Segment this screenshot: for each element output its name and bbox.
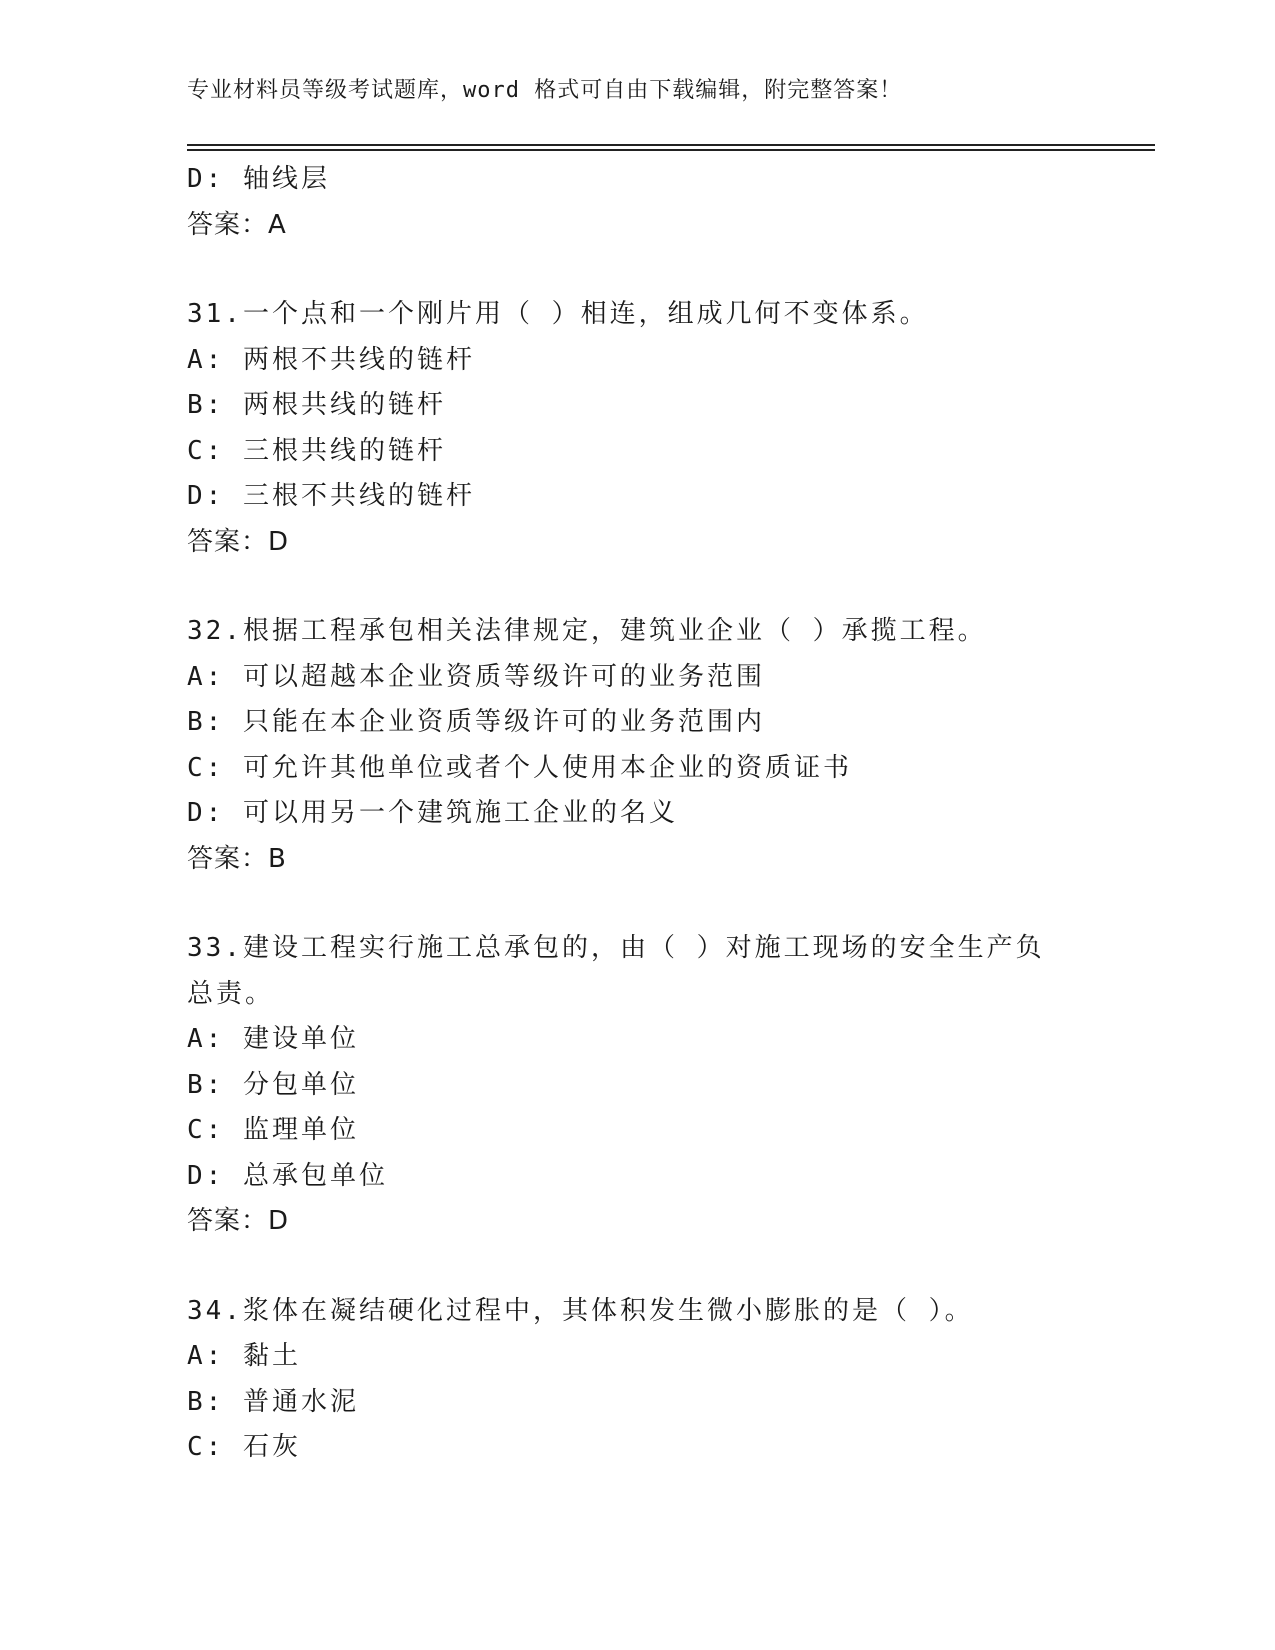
spacer (187, 882, 1087, 926)
header-rule-bottom (187, 149, 1155, 151)
option-c: C: 三根共线的链杆 (187, 435, 446, 466)
header-rule-top (187, 144, 1155, 146)
question-content (187, 157, 1087, 1471)
question-31: 31.一个点和一个刚片用（ ）相连，组成几何不变体系。 (187, 299, 929, 329)
document-header: 专业材料员等级考试题库，word 格式可自由下载编辑，附完整答案！ (187, 78, 903, 103)
option-c: C: 石灰 (187, 1432, 301, 1462)
spacer (187, 248, 1087, 292)
question-32: 32.根据工程承包相关法律规定，建筑业企业（ ）承揽工程。 (187, 616, 987, 646)
option-d: D: 总承包单位 (187, 1160, 388, 1191)
spacer (187, 565, 1087, 609)
answer: 答案：D (187, 1206, 290, 1236)
option-b: B: 普通水泥 (187, 1386, 359, 1417)
option-d: D: 可以用另一个建筑施工企业的名义 (187, 798, 678, 828)
question-33: 33.建设工程实行施工总承包的，由（ ）对施工现场的安全生产负总责。 (187, 933, 1045, 1009)
option-a: A: 可以超越本企业资质等级许可的业务范围 (187, 661, 765, 692)
question-34: 34.浆体在凝结硬化过程中，其体积发生微小膨胀的是（ ）。 (187, 1295, 974, 1326)
option-a: A: 两根不共线的链杆 (187, 344, 475, 375)
answer: 答案：A (187, 209, 287, 240)
answer: 答案：D (187, 526, 290, 557)
option-d: D: 三根不共线的链杆 (187, 481, 475, 511)
spacer (187, 1245, 1087, 1289)
option-c: C: 监理单位 (187, 1115, 359, 1145)
option-b: B: 分包单位 (187, 1069, 359, 1100)
option-a: A: 黏土 (187, 1341, 301, 1371)
option-b: B: 两根共线的链杆 (187, 390, 446, 420)
option-d: D: 轴线层 (187, 164, 330, 194)
option-c: C: 可允许其他单位或者个人使用本企业的资质证书 (187, 752, 852, 783)
option-a: A: 建设单位 (187, 1024, 359, 1054)
option-b: B: 只能在本企业资质等级许可的业务范围内 (187, 707, 765, 737)
answer: 答案：B (187, 843, 287, 874)
